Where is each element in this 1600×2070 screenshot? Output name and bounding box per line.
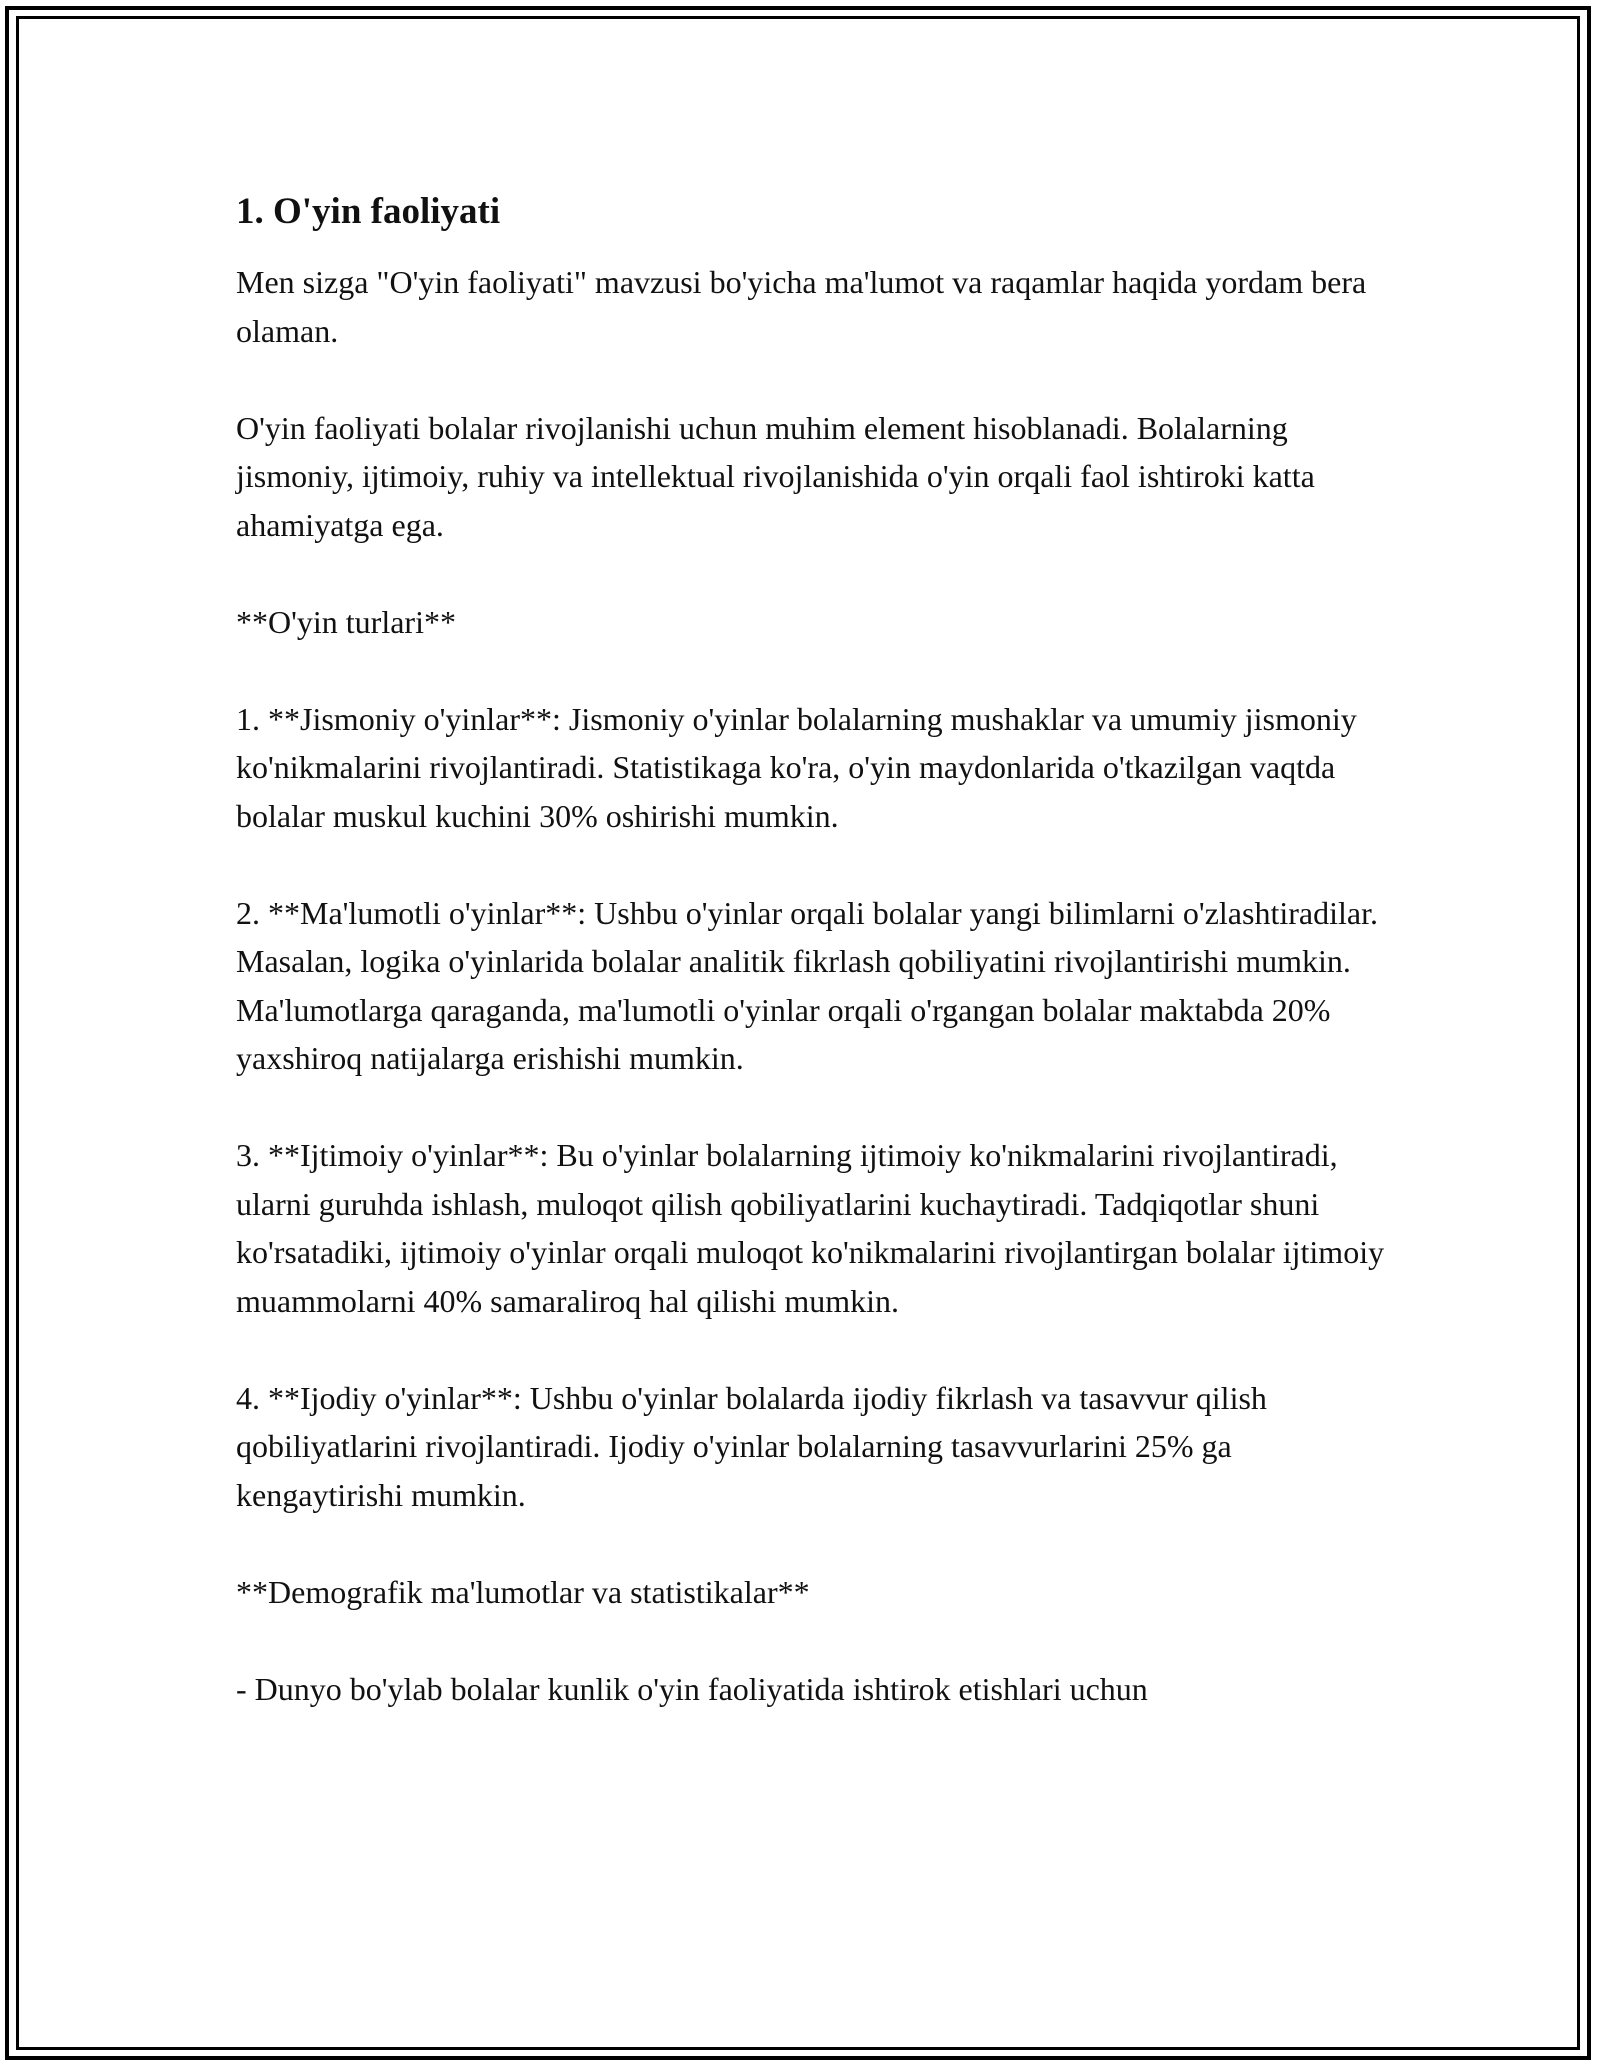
list-item-informative-games: 2. **Ma'lumotli o'yinlar**: Ushbu o'yinlar orqali bolalar yangi bilimlarni o'zlashtiradilar. Masalan, logika o'yinlarida bolalar analitik fikrlash qobiliyatini rivojlantirishi mumkin. Ma'lumotlarga qaraganda, ma'lumotli o'yinlar orqali o'rgangan bolalar maktabda 20% yaxshiroq natijalarga erishishi mumkin. xyxy=(236,894,1378,1076)
document-title: 1. O'yin faoliyati xyxy=(236,191,501,232)
section-heading-demographics: **Demografik ma'lumotlar va statistikalar** xyxy=(236,1573,810,1610)
paragraph-overview: O'yin faoliyati bolalar rivojlanishi uchun muhim element hisoblanadi. Bolalarning jismoniy, ijtimoiy, ruhiy va intellektual rivojlanishida o'yin orqali faol ishtiroki katta ahamiyatga ega. xyxy=(236,409,1315,543)
list-item-social-games: 3. **Ijtimoiy o'yinlar**: Bu o'yinlar bolalarning ijtimoiy ko'nikmalarini rivojlantiradi, ularni guruhda ishlash, muloqot qilish qobiliyatlarini kuchaytiradi. Tadqiqotlar shuni ko'rsatadiki, ijtimoiy o'yinlar orqali muloqot ko'nikmalarini rivojlantirgan bolalar ijtimoiy muammolarni 40% samaraliroq hal qilishi mumkin. xyxy=(236,1137,1385,1319)
document-body xyxy=(236,188,1396,1713)
list-item-physical-games: 1. **Jismoniy o'yinlar**: Jismoniy o'yinlar bolalarning mushaklar va umumiy jismoniy ko'nikmalarini rivojlantiradi. Statistikaga ko'ra, o'yin maydonlarida o'tkazilgan vaqtda bolalar muskul kuchini 30% oshirishi mumkin. xyxy=(236,700,1357,834)
section-heading-game-types: **O'yin turlari** xyxy=(236,603,456,640)
paragraph-intro: Men sizga "O'yin faoliyati" mavzusi bo'yicha ma'lumot va raqamlar haqida yordam bera olaman. xyxy=(236,264,1367,349)
list-item-creative-games: 4. **Ijodiy o'yinlar**: Ushbu o'yinlar bolalarda ijodiy fikrlash va tasavvur qilish qobiliyatlarini rivojlantiradi. Ijodiy o'yinlar bolalarning tasavvurlarini 25% ga kengaytirishi mumkin. xyxy=(236,1379,1267,1513)
bullet-item-worldwide: - Dunyo bo'ylab bolalar kunlik o'yin faoliyatida ishtirok etishlari uchun xyxy=(236,1670,1148,1707)
